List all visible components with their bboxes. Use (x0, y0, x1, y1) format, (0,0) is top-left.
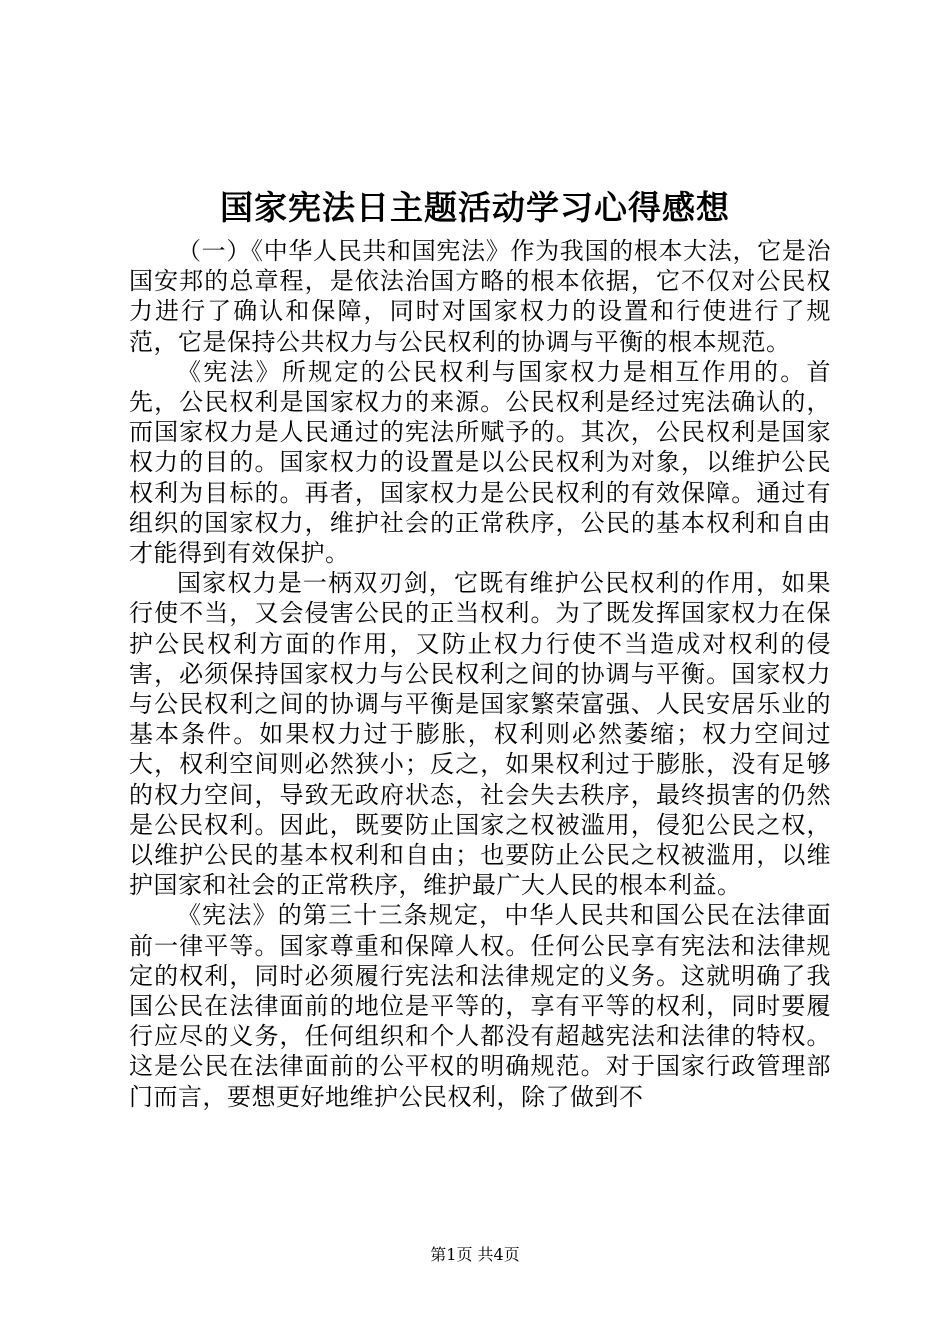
paragraph-2: 《宪法》所规定的公民权利与国家权力是相互作用的。首先，公民权利是国家权力的来源。公民权利是经过宪法确认的，而国家权力是人民通过的宪法所赋予的。其次，公民权利是国家权力的目的。国家权力的设置是以公民权利为对象，以维护公民权利为目标的。再者，国家权力是公民权利的有效保障。通过有组织的国家权力，维护社会的正常秩序，公民的基本权利和自由才能得到有效保护。 (129, 357, 831, 568)
paragraph-4: 《宪法》的第三十三条规定，中华人民共和国公民在法律面前一律平等。国家尊重和保障人权。任何公民享有宪法和法律规定的权利，同时必须履行宪法和法律规定的义务。这就明确了我国公民在法律面前的地位是平等的，享有平等的权利，同时要履行应尽的义务，任何组织和个人都没有超越宪法和法律的特权。这是公民在法律面前的公平权的明确规范。对于国家行政管理部门而言，要想更好地维护公民权利，除了做到不 (129, 901, 831, 1111)
document-body (129, 236, 831, 1112)
paragraph-3: 国家权力是一柄双刃剑，它既有维护公民权利的作用，如果行使不当，又会侵害公民的正当权利。为了既发挥国家权力在保护公民权利方面的作用，又防止权力行使不当造成对权利的侵害，必须保持国家权力与公民权利之间的协调与平衡。国家权力与公民权利之间的协调与平衡是国家繁荣富强、人民安居乐业的基本条件。如果权力过于膨胀，权利则必然萎缩；权力空间过大，权利空间则必然狭小；反之，如果权利过于膨胀，没有足够的权力空间，导致无政府状态，社会失去秩序，最终损害的仍然是公民权利。因此，既要防止国家之权被滥用，侵犯公民之权，以维护公民的基本权利和自由；也要防止公民之权被滥用，以维护国家和社会的正常秩序，维护最广大人民的根本利益。 (129, 569, 831, 900)
page-footer: 第1页 共4页 (430, 1245, 520, 1264)
document-title: 国家宪法日主题活动学习心得感想 (220, 188, 730, 227)
paragraph-1: （一）《中华人民共和国宪法》作为我国的根本大法，它是治国安邦的总章程，是依法治国方略的根本依据，它不仅对公民权力进行了确认和保障，同时对国家权力的设置和行使进行了规范，它是保持公共权力与公民权利的协调与平衡的根本规范。 (129, 237, 831, 356)
